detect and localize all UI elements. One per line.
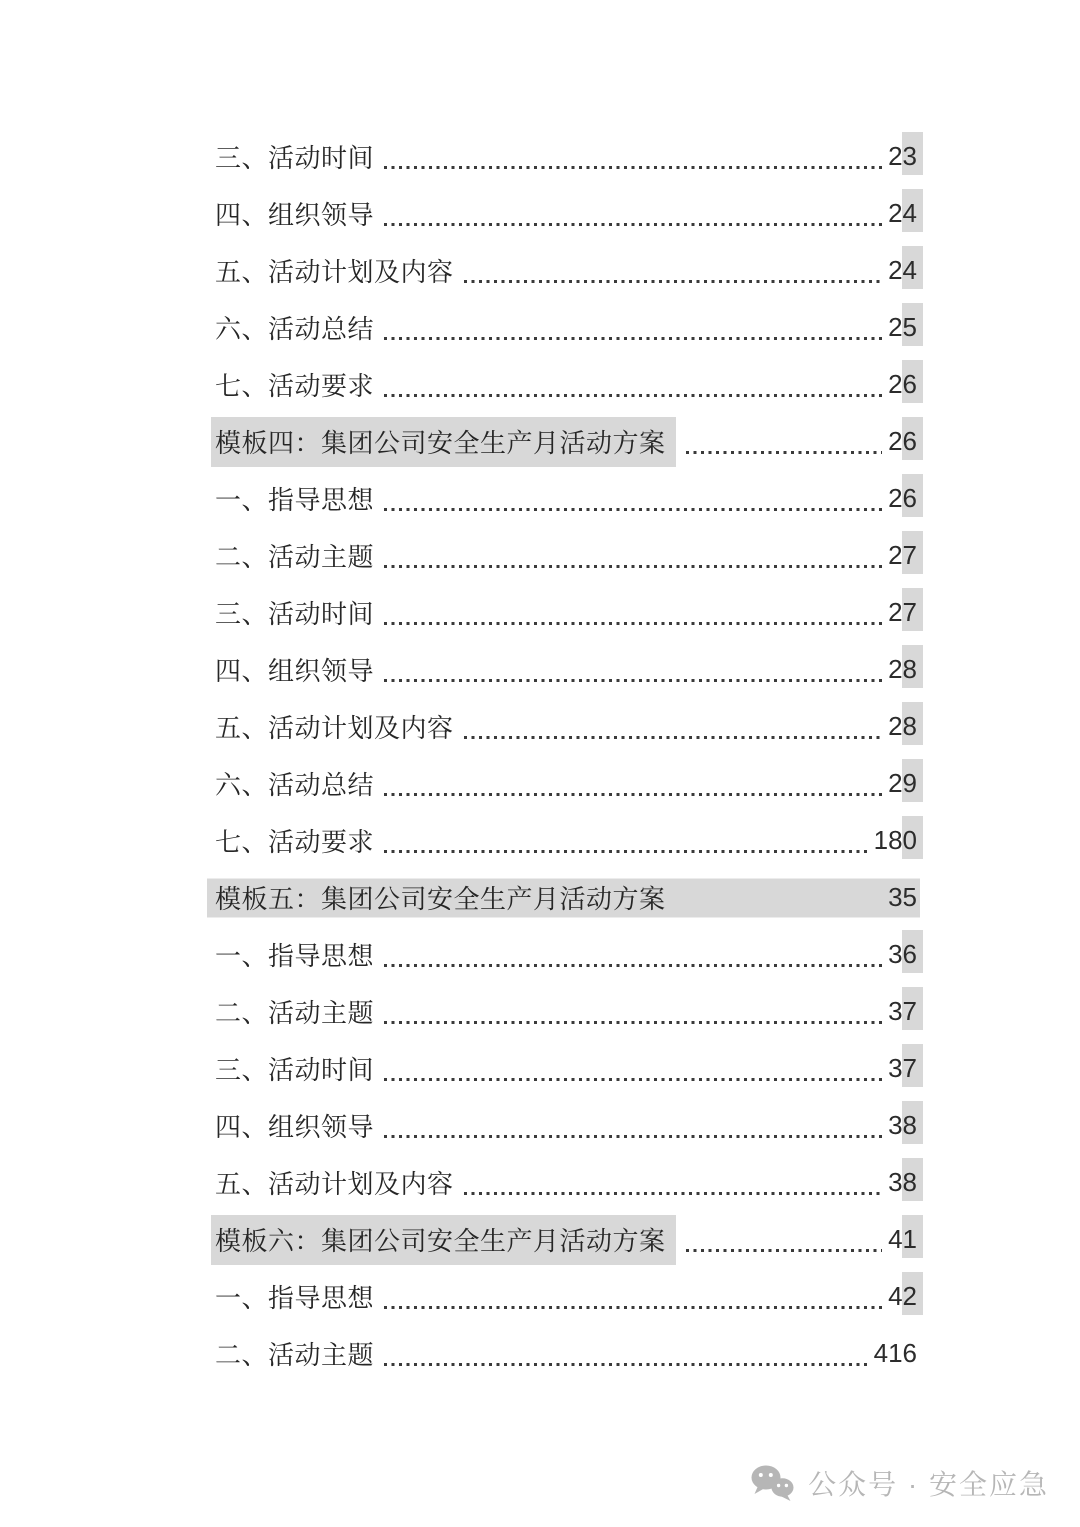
- dot-leader: [464, 736, 883, 739]
- dot-leader: [686, 1249, 883, 1252]
- toc-entry: [215, 242, 917, 299]
- dot-leader: [384, 1021, 882, 1024]
- toc-entry-page: 180: [873, 825, 917, 855]
- toc-entry-page: 25: [888, 312, 917, 342]
- toc-heading: [215, 869, 917, 926]
- toc-entry-page: 37: [888, 1053, 917, 1083]
- dot-leader: [384, 337, 882, 340]
- toc-entry: [215, 1097, 917, 1154]
- toc-heading: [215, 1211, 917, 1268]
- toc-entry: [215, 299, 917, 356]
- dot-leader: [384, 166, 882, 169]
- toc-entry-label: 四、组织领导: [215, 656, 375, 686]
- toc-entry-page: 36: [888, 939, 917, 969]
- toc-entry-page: 38: [888, 1110, 917, 1140]
- toc-entry-page: 24: [888, 255, 917, 285]
- toc-entry-page: 38: [888, 1167, 917, 1197]
- toc-entry: [215, 1040, 917, 1097]
- toc-entry-label: 五、活动计划及内容: [215, 1169, 454, 1199]
- toc-entry-page: 24: [888, 198, 917, 228]
- toc-entry-label: 二、活动主题: [215, 542, 375, 572]
- toc-entry: [215, 983, 917, 1040]
- dot-leader: [384, 223, 882, 226]
- toc-heading-label: 模板四：集团公司安全生产月活动方案: [211, 417, 676, 467]
- toc-entry: [215, 812, 917, 869]
- toc-entry: [215, 356, 917, 413]
- toc-entry-label: 三、活动时间: [215, 599, 375, 629]
- dot-leader: [384, 964, 882, 967]
- toc-heading-label: 模板六：集团公司安全生产月活动方案: [211, 1215, 676, 1265]
- toc-entry-page: 416: [873, 1338, 917, 1368]
- toc-entry-page: 35: [888, 882, 917, 912]
- toc-entry: [215, 1325, 917, 1382]
- toc-entry-label: 三、活动时间: [215, 143, 375, 173]
- toc-entry-page: 37: [888, 996, 917, 1026]
- toc-entry-label: 二、活动主题: [215, 1340, 375, 1370]
- toc-entry-label: 五、活动计划及内容: [215, 713, 454, 743]
- wechat-watermark: [750, 1461, 1049, 1505]
- toc-entry-label: 七、活动要求: [215, 371, 375, 401]
- toc-heading-label: 模板五：集团公司安全生产月活动方案: [215, 884, 666, 914]
- toc-entry-label: 六、活动总结: [215, 314, 375, 344]
- dot-leader: [384, 622, 882, 625]
- toc-entry-page: 41: [888, 1224, 917, 1254]
- toc-entry-label: 三、活动时间: [215, 1055, 375, 1085]
- toc-entry-page: 26: [888, 369, 917, 399]
- toc-entry-page: 27: [888, 597, 917, 627]
- toc-entry: [215, 641, 917, 698]
- toc-entry-page: 28: [888, 711, 917, 741]
- toc-entry-page: 42: [888, 1281, 917, 1311]
- wechat-icon: [750, 1464, 796, 1502]
- table-of-contents: [215, 128, 917, 1382]
- toc-entry-page: 26: [888, 483, 917, 513]
- toc-entry-page: 28: [888, 654, 917, 684]
- dot-leader: [384, 850, 868, 853]
- toc-entry-page: 29: [888, 768, 917, 798]
- toc-entry-label: 一、指导思想: [215, 941, 375, 971]
- toc-entry: [215, 1154, 917, 1211]
- toc-entry: [215, 584, 917, 641]
- dot-leader: [384, 508, 882, 511]
- dot-leader: [384, 565, 882, 568]
- dot-leader: [384, 394, 882, 397]
- dot-leader: [384, 1363, 868, 1366]
- dot-leader: [384, 1135, 882, 1138]
- dot-leader: [464, 280, 883, 283]
- toc-heading: [215, 413, 917, 470]
- toc-entry: [215, 1268, 917, 1325]
- toc-entry: [215, 185, 917, 242]
- toc-entry-label: 一、指导思想: [215, 485, 375, 515]
- toc-entry-label: 二、活动主题: [215, 998, 375, 1028]
- toc-entry-page: 27: [888, 540, 917, 570]
- dot-leader: [464, 1192, 883, 1195]
- toc-entry: [215, 926, 917, 983]
- toc-entry-label: 一、指导思想: [215, 1283, 375, 1313]
- toc-entry-label: 四、组织领导: [215, 200, 375, 230]
- toc-entry-label: 六、活动总结: [215, 770, 375, 800]
- dot-leader: [384, 679, 882, 682]
- toc-entry: [215, 755, 917, 812]
- toc-entry-label: 五、活动计划及内容: [215, 257, 454, 287]
- toc-entry-label: 四、组织领导: [215, 1112, 375, 1142]
- toc-entry: [215, 527, 917, 584]
- dot-leader: [384, 1078, 882, 1081]
- toc-entry-page: 26: [888, 426, 917, 456]
- toc-entry: [215, 698, 917, 755]
- dot-leader: [384, 1306, 882, 1309]
- dot-leader: [384, 793, 882, 796]
- toc-entry-page: 23: [888, 141, 917, 171]
- toc-entry: [215, 128, 917, 185]
- toc-entry-label: 七、活动要求: [215, 827, 375, 857]
- toc-entry: [215, 470, 917, 527]
- dot-leader: [686, 451, 883, 454]
- watermark-text: 公众号 · 安全应急: [808, 1469, 1049, 1500]
